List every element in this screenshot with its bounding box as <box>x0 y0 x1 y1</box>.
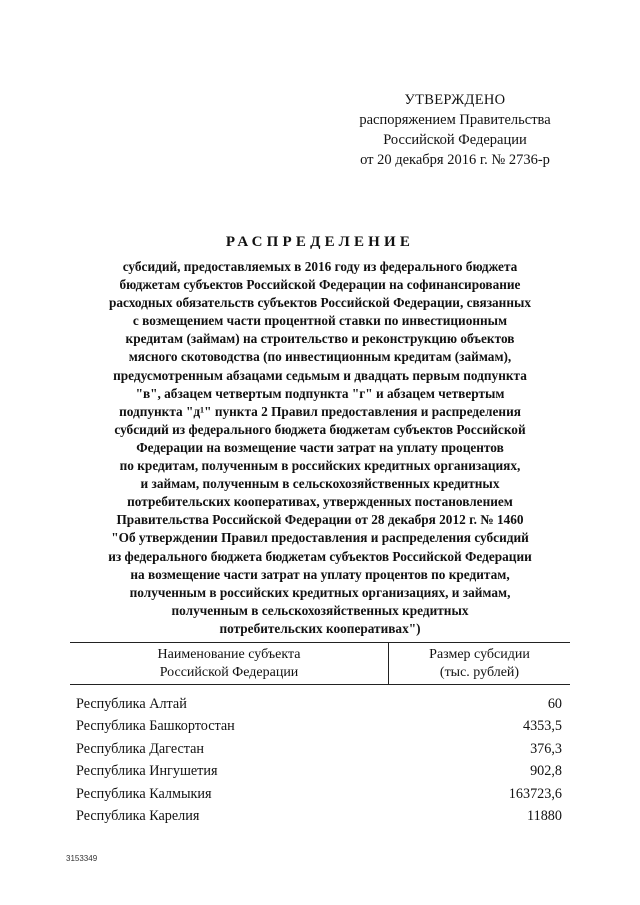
row-subsidy-amount: 376,3 <box>530 740 562 757</box>
heading-line: подпункта "д¹" пункта 2 Правил предоставления и распределения <box>119 403 521 419</box>
heading-line: субсидий из федерального бюджета бюджетам субъектов Российской <box>114 421 526 437</box>
table-row <box>76 693 562 715</box>
heading-line: с возмещением части процентной ставки по инвестиционным <box>132 313 508 329</box>
row-subsidy-amount: 902,8 <box>530 763 562 780</box>
column-header-amount <box>389 646 570 682</box>
heading-line: субсидий, предоставляемых в 2016 году из федерального бюджета <box>122 259 518 274</box>
column-header-subject-line1: Наименование субъекта <box>157 647 301 662</box>
row-subsidy-amount: 60 <box>547 696 562 712</box>
table-header-bottom-rule <box>70 684 570 685</box>
column-header-subject-line2: Российской Федерации <box>159 665 299 680</box>
heading-line: из федерального бюджета бюджетам субъектов Российской Федерации <box>108 548 532 564</box>
heading-line: "Об утверждении Правил предоставления и распределения субсидий <box>111 530 529 546</box>
heading-line: кредитам (займам) на строительство и реконструкцию объектов <box>125 331 515 347</box>
heading-line: и займам, полученным в сельскохозяйственных кредитных <box>140 476 500 492</box>
table-body <box>76 693 562 827</box>
heading-line: полученным в российских кредитных организациях, и займам, <box>129 584 511 600</box>
heading-line: Правительства Российской Федерации от 28 декабря 2012 г. № 1460 <box>116 512 524 528</box>
heading-line: бюджетам субъектов Российской Федерации на софинансирование <box>119 277 521 293</box>
row-subsidy-amount: 4353,5 <box>522 718 562 735</box>
approval-block <box>330 90 580 170</box>
heading-line: мясного скотоводства (по инвестиционным кредитам (займам), <box>128 349 512 365</box>
row-subsidy-amount: 11880 <box>527 807 562 824</box>
heading-line: по кредитам, полученным в российских кредитных организациях, <box>119 458 521 474</box>
table-row <box>76 805 562 827</box>
column-header-subject <box>70 646 388 682</box>
table-row <box>76 783 562 805</box>
row-subject-name: Республика Башкортостан <box>76 718 235 735</box>
row-subject-name: Республика Дагестан <box>76 740 205 757</box>
heading-line: полученным в сельскохозяйственных кредитных <box>171 602 469 618</box>
row-subject-name: Республика Калмыкия <box>76 785 212 802</box>
table-top-rule <box>70 642 570 643</box>
document-heading <box>60 258 580 638</box>
approval-date-number: от 20 декабря 2016 г. № 2736-р <box>360 152 550 168</box>
row-subject-name: Республика Ингушетия <box>76 763 218 780</box>
heading-line: предусмотренным абзацами седьмым и двадцать первым подпункта <box>113 367 527 383</box>
column-header-amount-line2: (тыс. рублей) <box>439 665 520 680</box>
table-row <box>76 715 562 737</box>
document-code: 3153349 <box>66 854 98 863</box>
row-subject-name: Республика Карелия <box>76 807 200 824</box>
table-header <box>70 638 570 690</box>
document-title: РАСПРЕДЕЛЕНИЕ <box>225 234 415 250</box>
heading-line: расходных обязательств субъектов Российской Федерации, связанных <box>108 295 532 311</box>
table-row <box>76 760 562 782</box>
approval-authority: распоряжением Правительства <box>359 112 551 128</box>
heading-line: на возмещение части затрат на уплату процентов по кредитам, <box>130 566 510 582</box>
approval-country: Российской Федерации <box>383 132 527 148</box>
row-subsidy-amount: 163723,6 <box>508 785 562 802</box>
approval-stamp-title: УТВЕРЖДЕНО <box>404 92 506 108</box>
heading-line: потребительских кооперативах") <box>219 620 421 636</box>
column-header-amount-line1: Размер субсидии <box>429 647 530 662</box>
heading-line: Федерации на возмещение части затрат на уплату процентов <box>136 439 504 455</box>
heading-line: "в", абзацем четвертым подпункта "г" и абзацем четвертым <box>135 385 505 401</box>
row-subject-name: Республика Алтай <box>76 696 187 712</box>
table-row <box>76 738 562 760</box>
heading-line: потребительских кооперативах, утвержденных постановлением <box>127 494 513 510</box>
